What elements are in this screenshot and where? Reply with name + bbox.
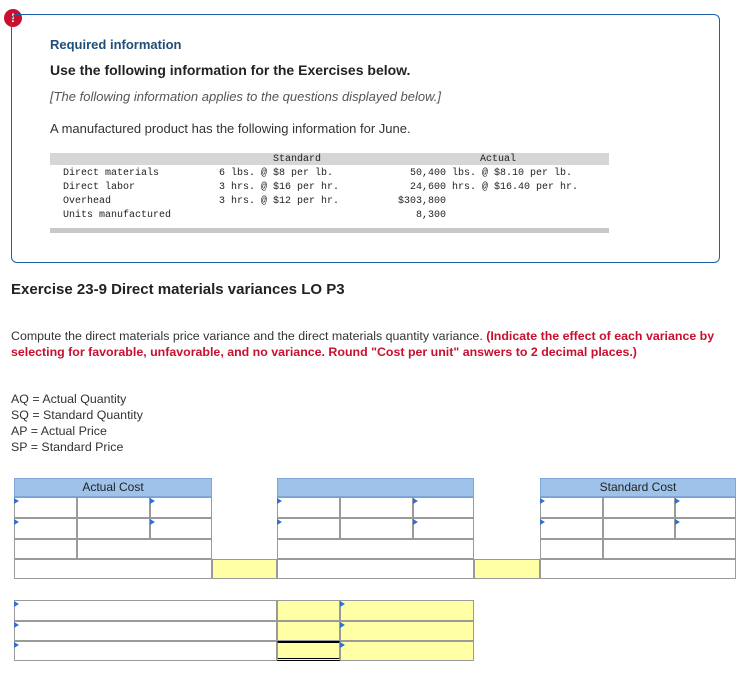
aq-input[interactable] [277, 497, 340, 518]
sp-input[interactable] [413, 497, 474, 518]
variance-effect-select[interactable] [340, 600, 474, 621]
dropdown-marker-icon [14, 498, 19, 504]
definition-aq: AQ = Actual Quantity [11, 392, 127, 406]
price-variance-amount[interactable] [212, 559, 277, 579]
definition-sp: SP = Standard Price [11, 440, 124, 454]
row-label: Direct labor [63, 182, 136, 193]
dropdown-marker-icon [413, 519, 418, 525]
sp-input[interactable] [675, 497, 736, 518]
info-table-header-bar [50, 153, 609, 165]
instructions-emphasis: (Indicate the effect of each variance by selecting for favorable, unfavorable, and no variance. Round "Cost per unit" answers to 2 decimal places.) [11, 329, 715, 359]
middle-total-input[interactable] [277, 559, 474, 579]
aq-value-input[interactable] [277, 518, 340, 539]
multiplier-cell[interactable] [603, 518, 675, 539]
row-label: Overhead [63, 196, 112, 207]
dropdown-marker-icon [277, 498, 282, 504]
standard-cost-total-input[interactable] [540, 559, 736, 579]
aq-input[interactable] [14, 497, 77, 518]
row-standard: 3 hrs. @ $16 per hr. [219, 182, 340, 193]
row-actual: 50,400 lbs. @ $8.10 per lb. [410, 168, 573, 179]
dropdown-marker-icon [14, 642, 19, 648]
dropdown-marker-icon [340, 622, 345, 628]
multiplier-cell[interactable] [77, 518, 150, 539]
header-actual: Actual [480, 154, 517, 165]
sp-value-input[interactable] [675, 518, 736, 539]
actual-cost-total-input[interactable] [14, 559, 212, 579]
header-standard: Standard [273, 154, 322, 165]
dropdown-marker-icon [14, 601, 19, 607]
dropdown-marker-icon [14, 622, 19, 628]
blank-cell [14, 539, 77, 559]
variance-amount-input[interactable] [277, 621, 340, 641]
instructions-text: Compute the direct materials price variance and the direct materials quantity variance. [11, 329, 487, 343]
required-information-heading: Required information [50, 37, 182, 52]
row-label: Units manufactured [63, 210, 172, 221]
product-cell[interactable] [277, 539, 474, 559]
variance-amount-input[interactable] [277, 600, 340, 621]
dropdown-marker-icon [675, 519, 680, 525]
dropdown-marker-icon [150, 519, 155, 525]
row-standard: 3 hrs. @ $12 per hr. [219, 196, 340, 207]
dropdown-marker-icon [540, 498, 545, 504]
aq-value-input[interactable] [14, 518, 77, 539]
dropdown-marker-icon [340, 601, 345, 607]
variance-label-select[interactable] [14, 621, 277, 641]
variance-effect-select[interactable] [340, 641, 474, 661]
dropdown-marker-icon [413, 498, 418, 504]
multiplier-cell[interactable] [77, 497, 150, 518]
variance-effect-select[interactable] [340, 621, 474, 641]
standard-cost-header: Standard Cost [540, 478, 736, 497]
use-info-heading: Use the following information for the Exercises below. [50, 62, 411, 78]
total-variance-amount-input[interactable] [277, 641, 340, 661]
actual-cost-header: Actual Cost [14, 478, 212, 497]
variance-label-select[interactable] [14, 641, 277, 661]
sq-value-input[interactable] [540, 518, 603, 539]
ap-value-input[interactable] [150, 518, 212, 539]
ap-input[interactable] [150, 497, 212, 518]
dropdown-marker-icon [540, 519, 545, 525]
row-actual: $303,800 [398, 196, 447, 207]
product-cell[interactable] [77, 539, 212, 559]
applies-note: [The following information applies to the questions displayed below.] [50, 89, 441, 104]
manufactured-line: A manufactured product has the following information for June. [50, 121, 411, 136]
row-standard: 6 lbs. @ $8 per lb. [219, 168, 334, 179]
info-table-footer-bar [50, 228, 609, 233]
variance-label-select[interactable] [14, 600, 277, 621]
quantity-variance-amount[interactable] [474, 559, 540, 579]
dropdown-marker-icon [277, 519, 282, 525]
dropdown-marker-icon [675, 498, 680, 504]
middle-header [277, 478, 474, 497]
definition-sq: SQ = Standard Quantity [11, 408, 143, 422]
row-label: Direct materials [63, 168, 160, 179]
multiplier-cell[interactable] [340, 518, 413, 539]
definition-ap: AP = Actual Price [11, 424, 107, 438]
alert-icon: ! [4, 9, 22, 27]
multiplier-cell[interactable] [340, 497, 413, 518]
multiplier-cell[interactable] [603, 497, 675, 518]
dropdown-marker-icon [340, 642, 345, 648]
dropdown-marker-icon [14, 519, 19, 525]
exercise-title: Exercise 23-9 Direct materials variances LO P3 [11, 281, 345, 298]
sq-input[interactable] [540, 497, 603, 518]
row-actual: 24,600 hrs. @ $16.40 per hr. [410, 182, 579, 193]
blank-cell [540, 539, 603, 559]
instructions [11, 328, 739, 360]
sp-value-input[interactable] [413, 518, 474, 539]
row-actual: 8,300 [416, 210, 447, 221]
product-cell[interactable] [603, 539, 736, 559]
dropdown-marker-icon [150, 498, 155, 504]
